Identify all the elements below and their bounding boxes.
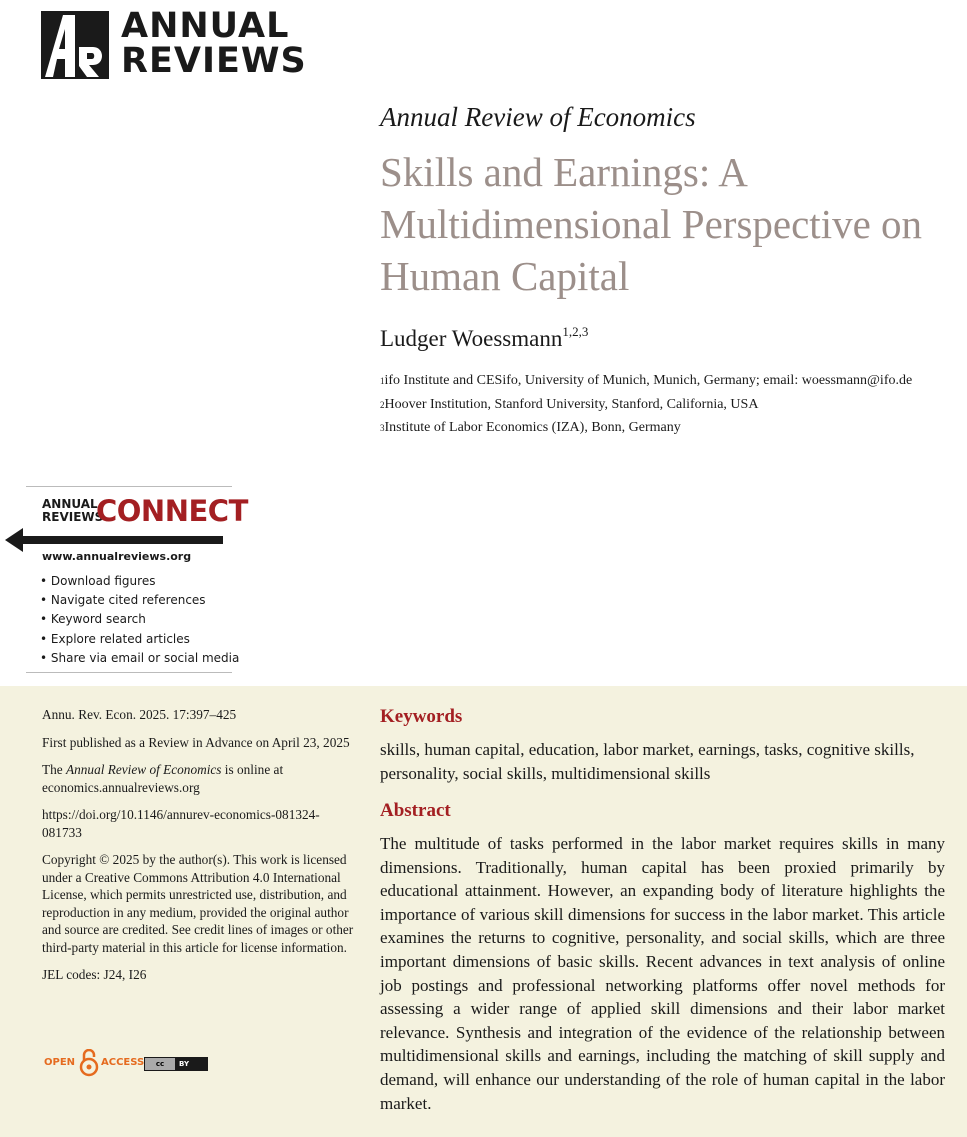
citation: Annu. Rev. Econ. 2025. 17:397–425 — [42, 707, 237, 722]
list-item: • Download figures — [40, 572, 239, 591]
list-item: • Keyword search — [40, 610, 239, 629]
list-item: • Share via email or social media — [40, 649, 239, 668]
online-post: is online at economics.annualreviews.org — [42, 762, 284, 795]
oa-access-label: ACCESS — [101, 1057, 145, 1068]
affiliation-text: ifo Institute and CESifo, University of Munich, Munich, Germany; email: woessmann@ifo.de — [384, 373, 913, 388]
logo-line-2: REVIEWS — [121, 41, 307, 81]
abstract-text: The multitude of tasks performed in the labor market requires skills in many dimensions. Traditionally, human capital has been proxied primarily by educational attainment. However, an expanding body of literature highlights the importance of various skill dimensions for success in the labor market. This article examines the returns to cognitive, personality, and social skills, which are three important dimensions of basic skills. Recent advances in text analysis of online job postings and professional networking platforms offer novel methods for assessing a wider range of applied skill dimensions and their labor market relevance. Synthesis and integration of the evidence of the relationship between multidimensional skills and earnings, including the matching of skill supply and demand, will enhance our understanding of the role of human capital in the labor market. — [380, 834, 945, 1113]
published-date: First published as a Review in Advance on April 23, 2025 — [42, 734, 350, 750]
author-affil-marks: 1,2,3 — [562, 324, 589, 339]
affiliation-3 — [380, 416, 912, 440]
connect-box[interactable] — [26, 486, 248, 673]
affiliation-text: Hoover Institution, Stanford University, Stanford, California, USA — [384, 396, 759, 412]
logo-line-1: ANNUAL — [121, 6, 290, 46]
affiliation-1 — [380, 369, 912, 393]
list-item: • Explore related articles — [40, 630, 239, 649]
affiliation-num: 3 — [380, 423, 385, 433]
copyright: Copyright © 2025 by the author(s). This work is licensed under a Creative Commons Attribution 4.0 International License, which permits unrestricted use, distribution, and reproduction in any medium, provided the original author and source are credited. See credit lines of images or other third-party material in this article for license information. — [42, 852, 354, 955]
doi-link[interactable]: https://doi.org/10.1146/annurev-economics-081324-081733 — [42, 807, 320, 840]
abstract-heading: Abstract — [380, 800, 451, 821]
affiliation-2 — [380, 393, 912, 417]
cc-by-license-icon — [144, 1057, 208, 1071]
ar-logo-mark-icon — [41, 11, 109, 79]
author-name: Ludger Woessmann — [380, 326, 563, 351]
article-metadata — [42, 706, 357, 994]
affiliation-num: 1 — [380, 376, 385, 386]
online-pre: The — [42, 762, 66, 777]
affiliation-num: 2 — [380, 399, 385, 410]
connect-feature-list — [40, 572, 239, 668]
abstract-panel — [0, 686, 967, 1137]
connect-url[interactable]: www.annualreviews.org — [42, 550, 192, 563]
keywords-text: skills, human capital, education, labor market, earnings, tasks, cognitive skills, personality, social skills, multidimensional skills — [380, 740, 915, 783]
online-info — [42, 761, 357, 796]
online-journal: Annual Review of Economics — [66, 762, 222, 777]
connect-small-line-2: REVIEWS — [42, 510, 104, 524]
annual-reviews-logo — [41, 6, 307, 81]
connect-small-line-1: ANNUAL — [42, 497, 98, 511]
jel-codes: JEL codes: J24, I26 — [42, 967, 147, 982]
logo-wordmark — [121, 6, 307, 81]
article-title: Skills and Earnings: A Multidimensional Perspective on Human Capital — [380, 149, 923, 299]
journal-name: Annual Review of Economics — [380, 102, 696, 132]
author-line — [380, 326, 588, 352]
keywords-heading: Keywords — [380, 706, 463, 727]
cc-label: cc — [145, 1058, 175, 1070]
connect-title: CONNECT — [96, 494, 248, 528]
list-item: • Navigate cited references — [40, 591, 239, 610]
open-access-badge — [44, 1051, 214, 1079]
open-lock-icon — [79, 1049, 99, 1077]
connect-small-logo — [42, 498, 103, 524]
affiliation-text: Institute of Labor Economics (IZA), Bonn, Germany — [384, 420, 681, 435]
affiliations — [380, 369, 912, 440]
oa-open-label: OPEN — [44, 1057, 76, 1068]
by-label: BY — [179, 1060, 190, 1068]
